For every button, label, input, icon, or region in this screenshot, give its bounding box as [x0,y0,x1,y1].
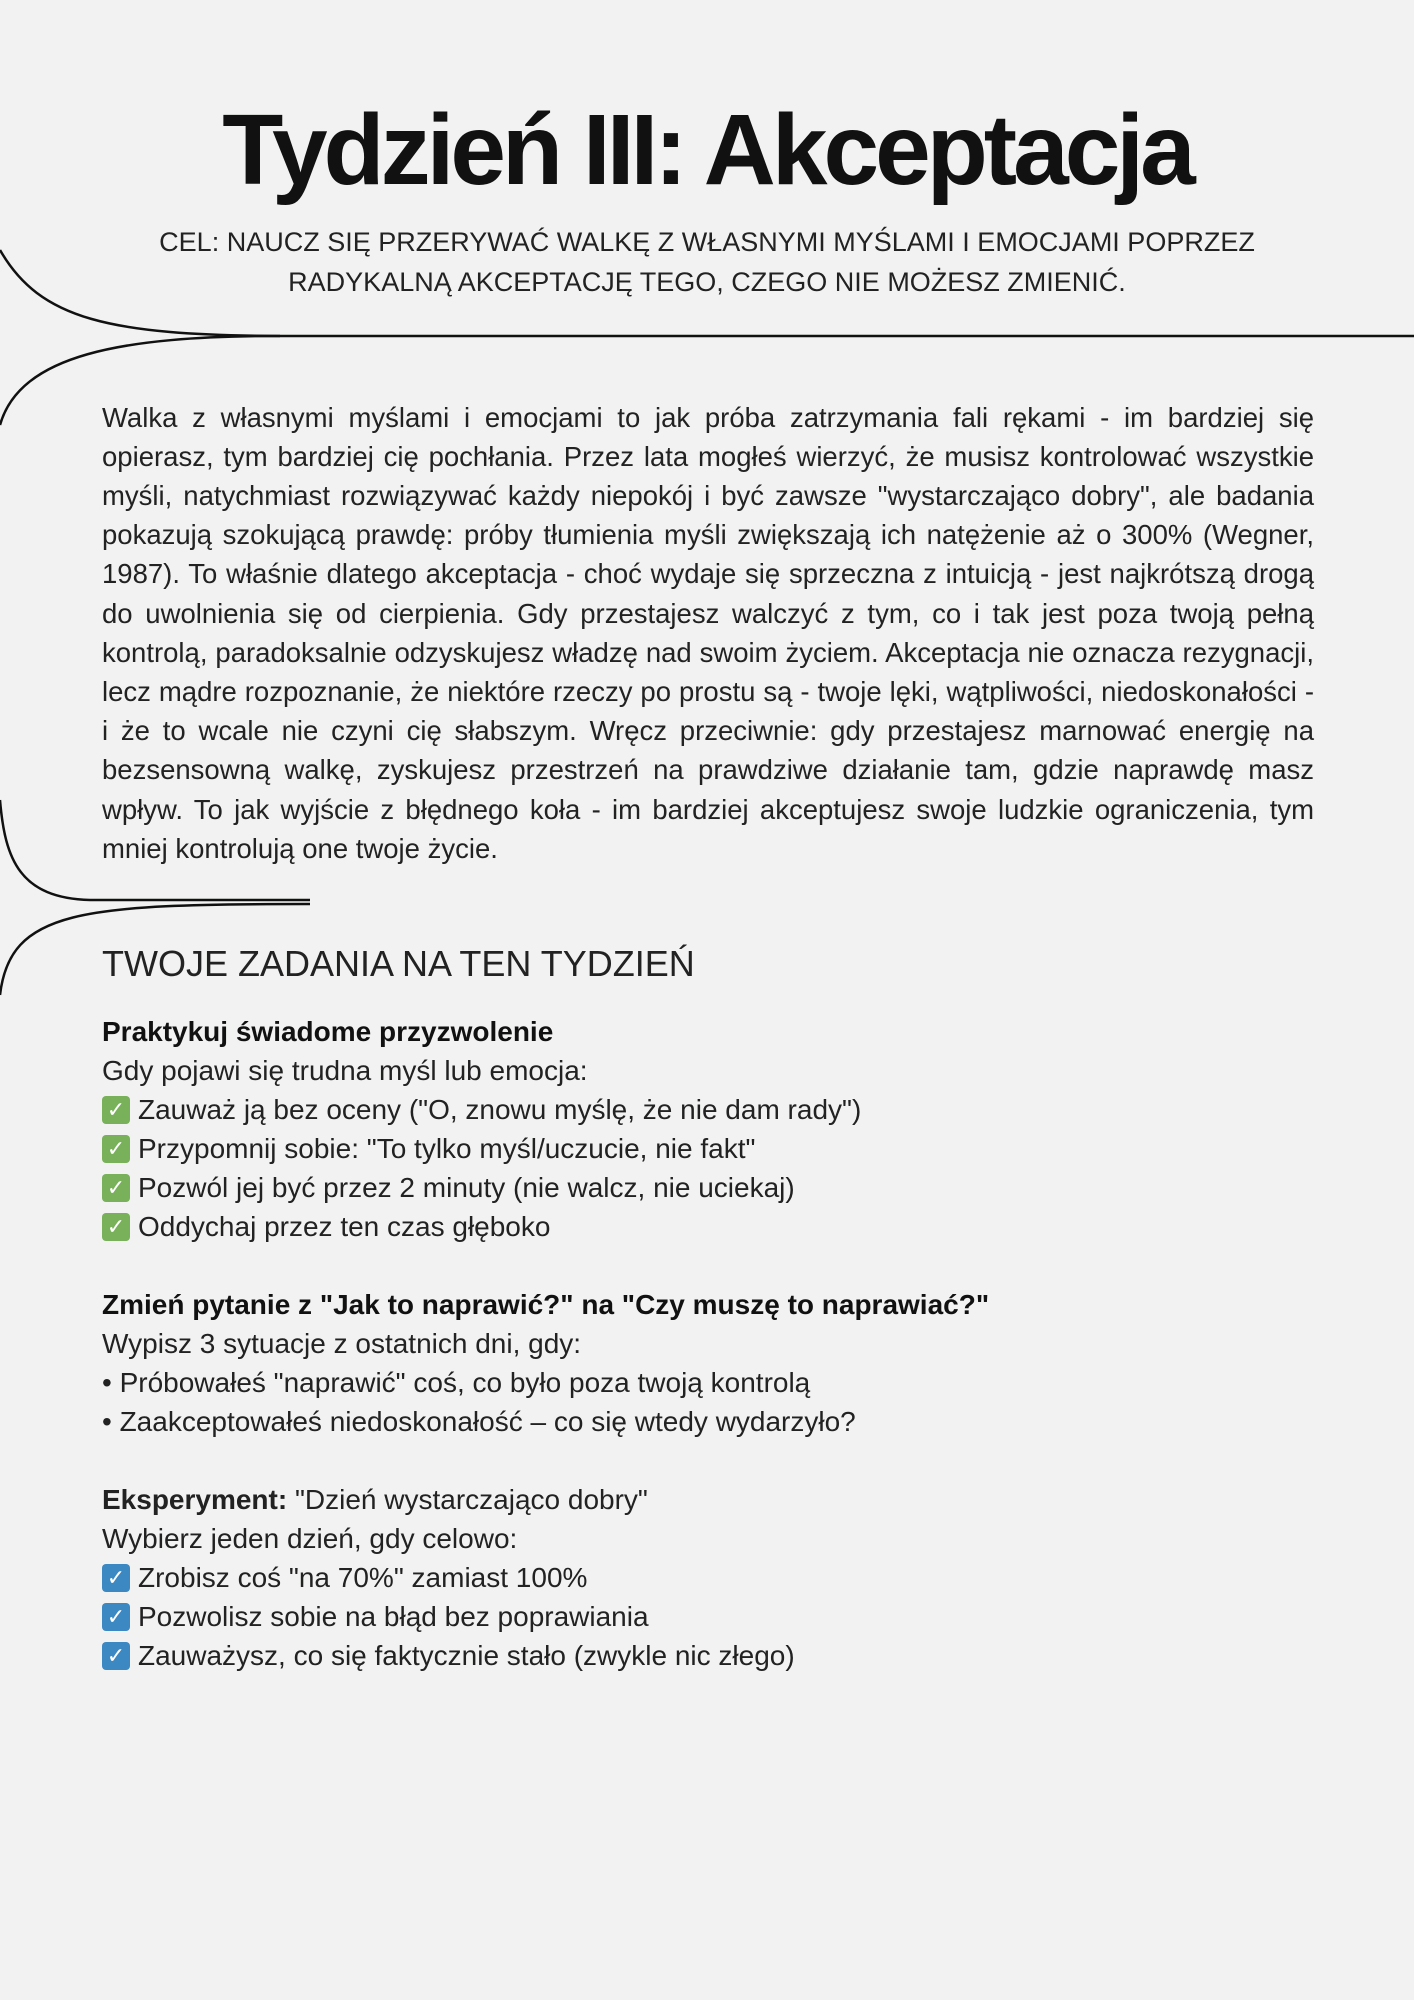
bullet-item: • Zaakceptowałeś niedoskonałość – co się wtedy wydarzyło? [102,1406,856,1437]
task-1-heading: Praktykuj świadome przyzwolenie [102,1016,554,1047]
task-3-intro: Wybierz jeden dzień, gdy celowo: [102,1523,518,1554]
green-check-icon: ✓ [102,1213,130,1241]
bullet-item: • Próbowałeś "naprawić" coś, co było poza twoją kontrolą [102,1367,811,1398]
task-3-heading-rest: "Dzień wystarczająco dobry" [287,1484,648,1515]
checklist-item-text: Pozwolisz sobie na błąd bez poprawiania [138,1601,649,1632]
blue-check-icon: ✓ [102,1603,130,1631]
checklist-item-text: Oddychaj przez ten czas głęboko [138,1211,551,1242]
page-subtitle [120,222,1294,302]
checklist-item-text: Zrobisz coś "na 70%" zamiast 100% [138,1562,588,1593]
task-2-intro: Wypisz 3 sytuacje z ostatnich dni, gdy: [102,1328,582,1359]
checklist-item [102,1558,1314,1597]
task-2 [102,1285,1314,1441]
green-check-icon: ✓ [102,1174,130,1202]
checklist-item-text: Pozwól jej być przez 2 minuty (nie walcz, nie uciekaj) [138,1172,795,1203]
checklist-item [102,1207,1314,1246]
task-2-heading: Zmień pytanie z "Jak to naprawić?" na "Czy muszę to naprawiać?" [102,1289,990,1320]
task-3 [102,1480,1314,1675]
checklist-item-text: Przypomnij sobie: "To tylko myśl/uczucie, nie fakt" [138,1133,756,1164]
checklist-item [102,1597,1314,1636]
page-title: Tydzień III: Akceptacja [222,94,1192,206]
subtitle-line-1: CEL: NAUCZ SIĘ PRZERYWAĆ WALKĘ Z WŁASNYMI MYŚLAMI I EMOCJAMI POPRZEZ [159,227,1255,257]
task-1-intro: Gdy pojawi się trudna myśl lub emocja: [102,1055,588,1086]
checklist-item [102,1129,1314,1168]
blue-check-icon: ✓ [102,1642,130,1670]
tasks-section [102,940,1314,1714]
blue-check-icon: ✓ [102,1564,130,1592]
tasks-section-title: TWOJE ZADANIA NA TEN TYDZIEŃ [102,943,695,984]
subtitle-line-2: RADYKALNĄ AKCEPTACJĘ TEGO, CZEGO NIE MOŻESZ ZMIENIĆ. [288,267,1126,297]
task-3-heading-label: Eksperyment: [102,1484,288,1515]
task-1 [102,1012,1314,1246]
task-3-heading [102,1480,1314,1519]
checklist-item [102,1636,1314,1675]
checklist-item-text: Zauważysz, co się faktycznie stało (zwykle nic złego) [138,1640,795,1671]
intro-paragraph: Walka z własnymi myślami i emocjami to jak próba zatrzymania fali rękami - im bardziej się opierasz, tym bardziej cię pochłania. Przez lata mogłeś wierzyć, że musisz kontrolować wszystkie myśli, natychmiast rozwiązywać każdy niepokój i być zawsze "wystarczająco dobry", ale badania pokazują szokującą prawdę: próby tłumienia myśli zwiększają ich natężenie aż o 300% (Wegner, 1987). To właśnie dlatego akceptacja - choć wydaje się sprzeczna z intuicją - jest najkrótszą drogą do uwolnienia się od cierpienia. Gdy przestajesz walczyć z tym, co i tak jest poza twoją pełną kontrolą, paradoksalnie odzyskujesz władzę nad swoim życiem. Akceptacja nie oznacza rezygnacji, lecz mądre rozpoznanie, że niektóre rzeczy po prostu są - twoje lęki, wątpliwości, niedoskonałości - i że to wcale nie czyni cię słabszym. Wręcz przeciwnie: gdy przestajesz marnować energię na bezsensowną walkę, zyskujesz przestrzeń na prawdziwe działanie tam, gdzie naprawdę masz wpływ. To jak wyjście z błędnego koła - im bardziej akceptujesz swoje ludzkie ograniczenia, tym mniej kontrolują one twoje życie. [102,401,1314,864]
green-check-icon: ✓ [102,1135,130,1163]
green-check-icon: ✓ [102,1096,130,1124]
checklist-item [102,1090,1314,1129]
checklist-item [102,1168,1314,1207]
checklist-item-text: Zauważ ją bez oceny ("O, znowu myślę, że nie dam rady") [138,1094,862,1125]
